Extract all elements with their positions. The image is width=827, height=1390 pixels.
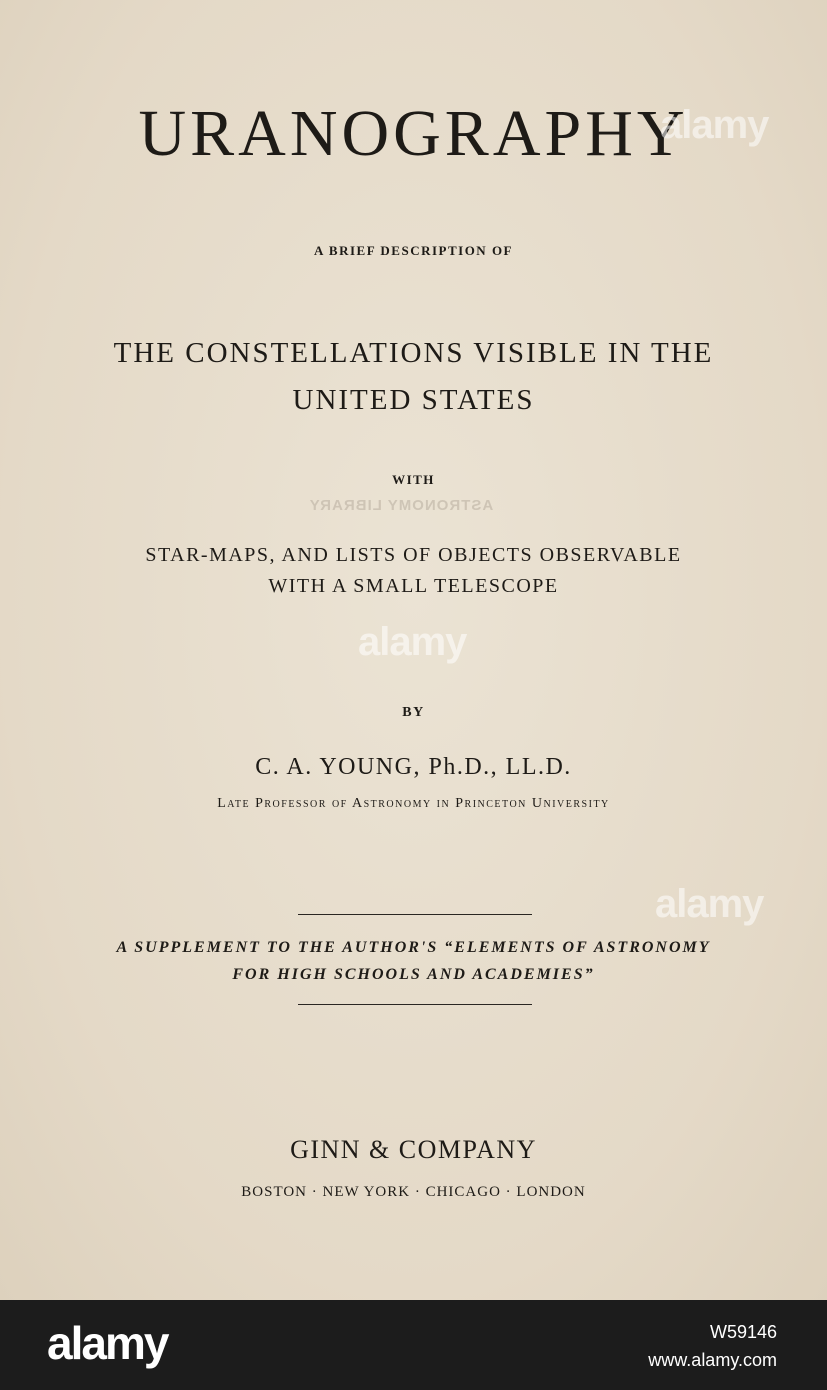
subtitle-intro: A BRIEF DESCRIPTION OF	[313, 243, 514, 258]
publisher-name: GINN & COMPANY	[290, 1135, 537, 1164]
author-affiliation: Late Professor of Astronomy in Princeton University	[217, 796, 610, 811]
subtitle-main	[0, 330, 827, 424]
watermark-top: alamy	[660, 103, 769, 147]
subtitle-main-line2: UNITED STATES	[292, 384, 535, 416]
star-maps-line1: STAR-MAPS, AND LISTS OF OBJECTS OBSERVABLE	[145, 544, 682, 566]
supplement-note	[0, 934, 827, 988]
star-maps-line2: WITH A SMALL TELESCOPE	[268, 575, 559, 597]
footer-logo: alamy	[47, 1317, 168, 1369]
library-stamp: ASTRONOMY LIBRARY	[308, 497, 494, 514]
watermark-right: alamy	[655, 882, 764, 926]
subtitle-main-line1: THE CONSTELLATIONS VISIBLE IN THE	[113, 337, 714, 369]
publisher-cities: BOSTON · NEW YORK · CHICAGO · LONDON	[241, 1184, 586, 1200]
watermark-center: alamy	[358, 620, 467, 664]
footer-image-id: W59146	[709, 1322, 777, 1342]
star-maps-description	[0, 540, 827, 602]
by-label: BY	[402, 705, 425, 720]
supplement-line1: A SUPPLEMENT TO THE AUTHOR'S “ELEMENTS OF ASTRONOMY	[116, 939, 711, 956]
footer-url: www.alamy.com	[648, 1350, 777, 1370]
supplement-line2: FOR HIGH SCHOOLS AND ACADEMIES”	[232, 966, 595, 983]
divider-top	[298, 914, 532, 915]
with-label: WITH	[392, 472, 435, 487]
author-name: C. A. YOUNG, Ph.D., LL.D.	[255, 754, 572, 780]
book-title: URANOGRAPHY	[138, 97, 689, 170]
divider-bottom	[298, 1004, 532, 1005]
